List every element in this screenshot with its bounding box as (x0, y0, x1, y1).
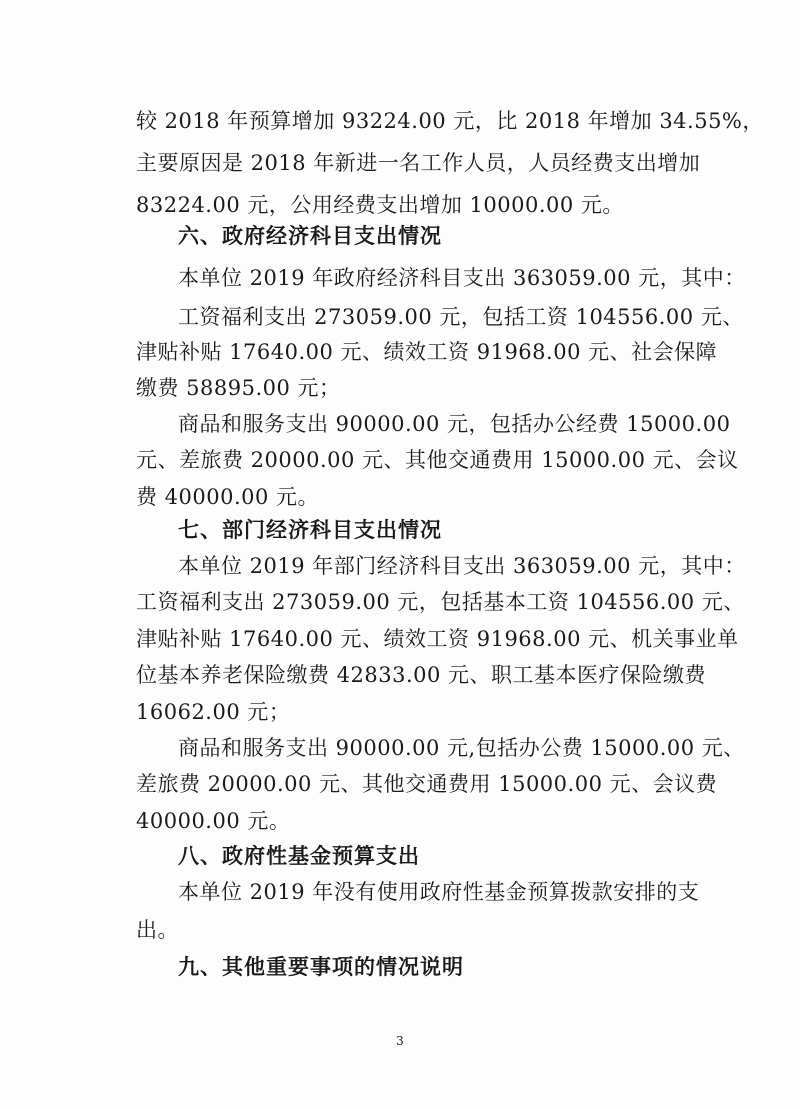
paragraph-line: 16062.00 元； (136, 700, 291, 724)
paragraph-line: 商品和服务支出 90000.00 元,包括办公费 15000.00 元、 (178, 736, 745, 760)
page-number: 3 (396, 1034, 404, 1048)
paragraph-line: 83224.00 元，公用经费支出增加 10000.00 元。 (136, 193, 624, 217)
section-heading-8: 八、政府性基金预算支出 (178, 844, 420, 868)
paragraph-line: 出。 (136, 918, 179, 942)
paragraph-line: 位基本养老保险缴费 42833.00 元、职工基本医疗保险缴费 (136, 663, 707, 687)
paragraph-line: 本单位 2019 年没有使用政府性基金预算拨款安排的支 (178, 880, 700, 904)
paragraph-line: 本单位 2019 年政府经济科目支出 363059.00 元，其中： (178, 266, 746, 290)
paragraph-line: 较 2018 年预算增加 93224.00 元，比 2018 年增加 34.55%， (136, 109, 764, 133)
section-heading-7: 七、部门经济科目支出情况 (178, 518, 442, 542)
section-heading-9: 九、其他重要事项的情况说明 (178, 955, 464, 979)
paragraph-line: 缴费 58895.00 元； (136, 376, 341, 400)
paragraph-line: 差旅费 20000.00 元、其他交通费用 15000.00 元、会议费 (136, 772, 718, 796)
paragraph-line: 工资福利支出 273059.00 元，包括基本工资 104556.00 元、 (136, 590, 745, 614)
paragraph-line: 本单位 2019 年部门经济科目支出 363059.00 元，其中： (178, 554, 746, 578)
section-heading-6: 六、政府经济科目支出情况 (178, 224, 442, 248)
paragraph-line: 元、差旅费 20000.00 元、其他交通费用 15000.00 元、会议 (136, 448, 739, 472)
paragraph-line: 费 40000.00 元。 (136, 485, 320, 509)
paragraph-line: 40000.00 元。 (136, 809, 291, 833)
paragraph-line: 津贴补贴 17640.00 元、绩效工资 91968.00 元、社会保障 (136, 340, 718, 364)
paragraph-line: 工资福利支出 273059.00 元，包括工资 104556.00 元、 (178, 305, 744, 329)
paragraph-line: 商品和服务支出 90000.00 元，包括办公经费 15000.00 (178, 412, 731, 436)
paragraph-line: 津贴补贴 17640.00 元、绩效工资 91968.00 元、机关事业单 (136, 627, 739, 651)
paragraph-line: 主要原因是 2018 年新进一名工作人员，人员经费支出增加 (136, 151, 701, 175)
